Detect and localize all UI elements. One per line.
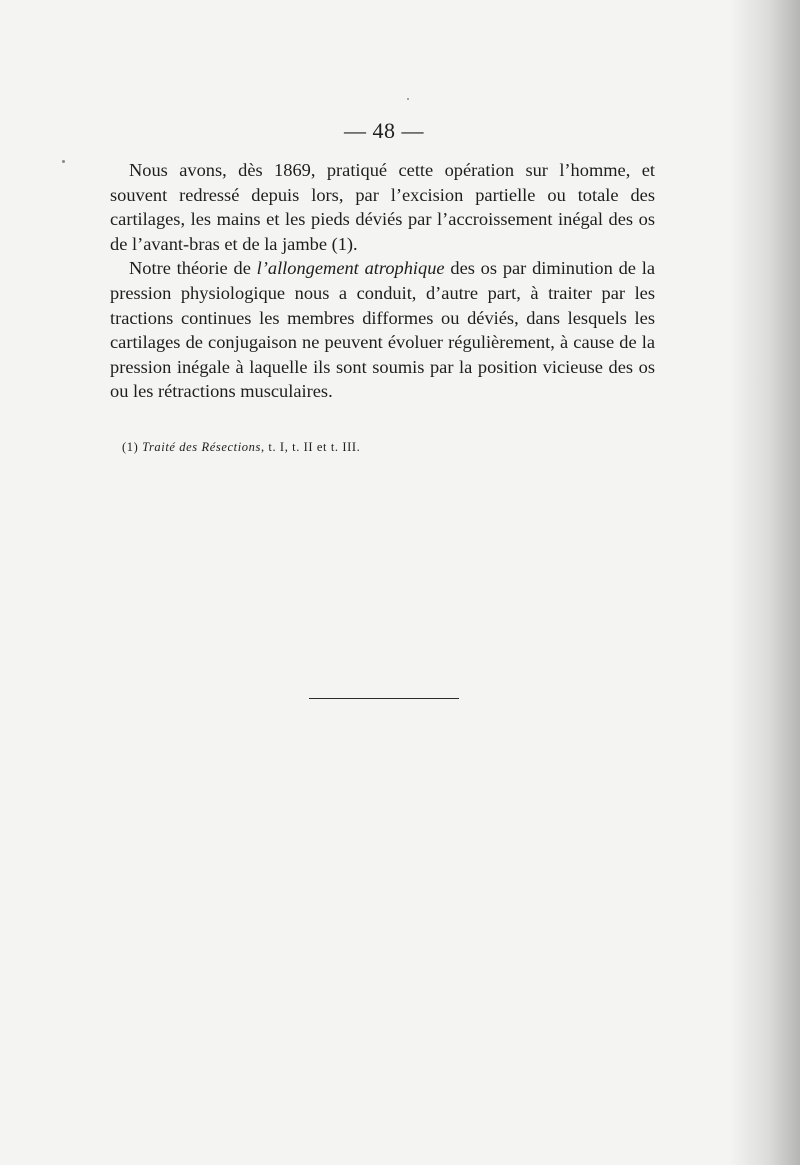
footnote-title: Traité des Résections — [142, 440, 261, 454]
footnote — [122, 440, 622, 455]
footnote-rest: , t. I, t. II et t. III. — [260, 440, 361, 454]
body-text — [110, 158, 655, 404]
page-number: — 48 — — [344, 118, 424, 143]
ink-speck — [407, 98, 409, 100]
paragraph-2-emphasis: l’allongement atrophique — [256, 258, 445, 279]
page-edge-shadow — [730, 0, 800, 1165]
footnote-marker: (1) — [122, 440, 143, 454]
paragraph-2-end: des os par diminution de la pression physiologique nous a conduit, d’autre part, à traiter par les tractions continues les membres difformes ou déviés, dans lesquels les cartilages de conjugaison ne peuvent évoluer régulièrement, à cause de la pression inégale à laquelle ils sont soumis par la position vicieuse des os ou les rétractions musculaires. — [110, 258, 655, 402]
paragraph-2-start: Notre théorie de — [129, 258, 257, 279]
ink-speck — [62, 160, 65, 163]
end-rule — [309, 698, 459, 699]
paragraph-2 — [110, 256, 655, 404]
paragraph-1: Nous avons, dès 1869, pratiqué cette opération sur l’homme, et souvent redressé depuis lors, par l’excision partielle ou totale des cartilages, les mains et les pieds déviés par l’accroissement inégal des os de l’avant-bras et de la jambe (1). — [110, 160, 655, 254]
